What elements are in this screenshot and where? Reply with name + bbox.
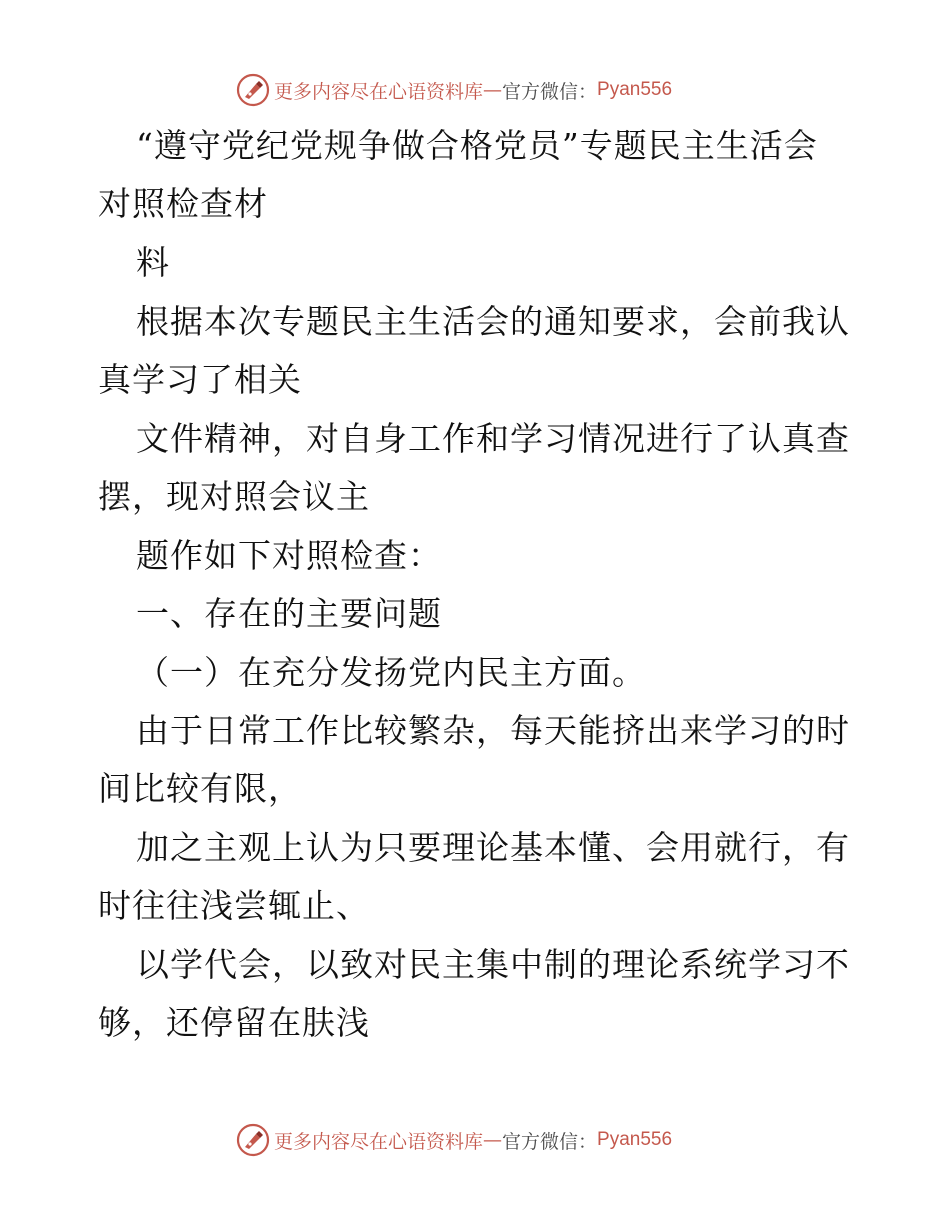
watermark-dash: —	[483, 1129, 503, 1151]
watermark-id: Pyan556	[597, 79, 673, 100]
paragraph-line: 加之主观上认为只要理论基本懂、会用就行，有	[136, 828, 850, 867]
paragraph-line: 时往往浅尝辄止、	[98, 886, 370, 925]
watermark-label: 官方微信：	[502, 80, 598, 103]
footer-watermark	[236, 1122, 672, 1158]
paragraph-line: 真学习了相关	[98, 360, 302, 399]
watermark-brand: 更多内容尽在心语资料库	[274, 1130, 484, 1153]
pen-logo-icon	[236, 1123, 270, 1157]
watermark-dash: —	[483, 79, 503, 101]
paragraph-line: 由于日常工作比较繁杂，每天能挤出来学习的时	[136, 711, 850, 750]
title-line-3: 料	[136, 243, 170, 282]
title-line-1: “遵守党纪党规争做合格党员”专题民主生活会	[136, 126, 818, 165]
title-line-2: 对照检查材	[98, 184, 268, 223]
paragraph-line: 文件精神，对自身工作和学习情况进行了认真查	[136, 419, 850, 458]
subsection-heading: （一）在充分发扬党内民主方面。	[136, 653, 646, 692]
paragraph-line: 够，还停留在肤浅	[98, 1003, 370, 1042]
pen-logo-icon	[236, 73, 270, 107]
watermark-id: Pyan556	[597, 1129, 673, 1150]
section-heading: 一、存在的主要问题	[136, 594, 442, 633]
paragraph-line: 摆，现对照会议主	[98, 477, 370, 516]
paragraph-line: 间比较有限，	[98, 769, 302, 808]
paragraph-line: 以学代会，以致对民主集中制的理论系统学习不	[136, 945, 850, 984]
paragraph-line: 根据本次专题民主生活会的通知要求，会前我认	[136, 302, 850, 341]
watermark-brand: 更多内容尽在心语资料库	[274, 80, 484, 103]
header-watermark	[236, 72, 672, 108]
paragraph-line: 题作如下对照检查：	[136, 536, 442, 575]
watermark-label: 官方微信：	[502, 1130, 598, 1153]
